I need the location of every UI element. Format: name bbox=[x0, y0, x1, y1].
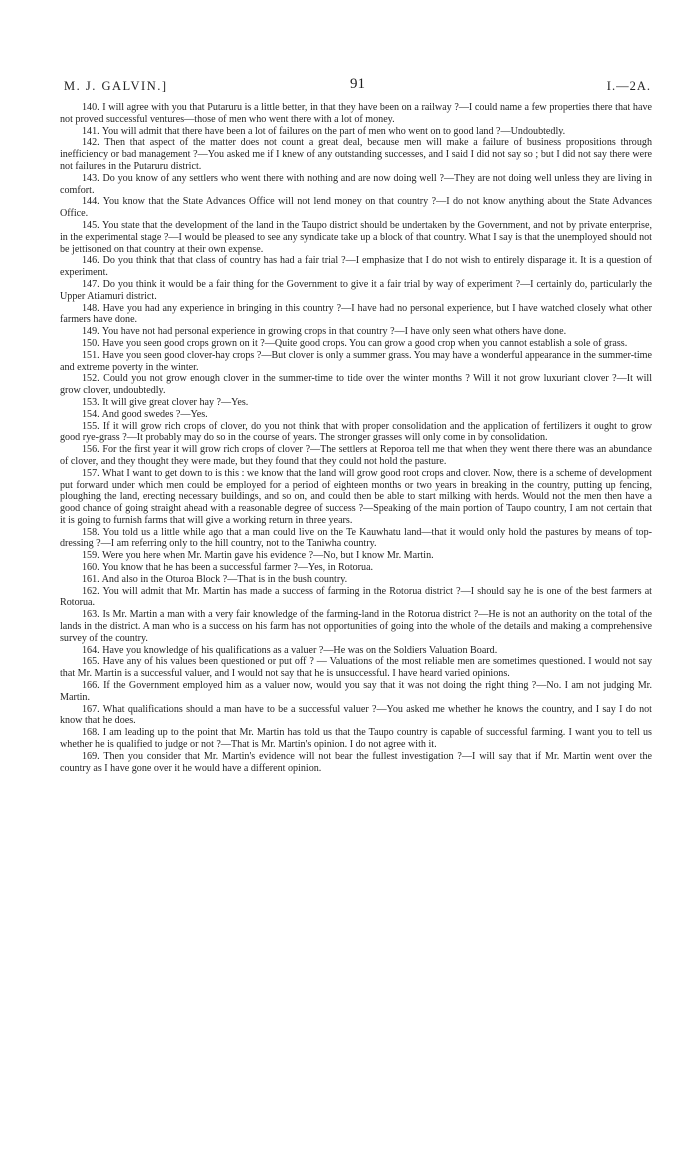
paragraph-141: 141. You will admit that there have been a lot of failures on the part of men who went on to good land ?—Undoubtedly. bbox=[82, 125, 566, 137]
paragraph-161: 161. And also in the Oturoa Block ?—That is in the bush country. bbox=[82, 573, 348, 585]
paragraph-153: 153. It will give great clover hay ?—Yes. bbox=[82, 396, 249, 408]
paragraph-163: 163. Is Mr. Martin a man with a very fair knowledge of the farming-land in the Rotorua district ?—He is not an authority on the total of the lands in the district. A man who is a success on his farm has not opportunities of going into the whole of the details and making a comprehensive survey of the country. bbox=[60, 609, 652, 644]
document-reference: I.—2A. bbox=[606, 79, 651, 93]
paragraph-169: 169. Then you consider that Mr. Martin's evidence will not bear the fullest investigation ?—I will say that if Mr. Martin went over the country as I have gone over it he would have a different opinion. bbox=[60, 750, 652, 774]
document-body bbox=[60, 102, 652, 774]
paragraph-155: 155. If it will grow rich crops of clover, do you not think that with proper consolidation and the application of fertilizers it ought to grow good rye-grass ?—It probably may do so in the course of years. The stronger grasses will only come in by consolidation. bbox=[60, 420, 652, 444]
paragraph-160: 160. You know that he has been a successful farmer ?—Yes, in Rotorua. bbox=[82, 562, 374, 574]
paragraph-147: 147. Do you think it would be a fair thing for the Government to give it a fair trial by way of experiment ?—I certainly do, particularly the Upper Atiamuri district. bbox=[60, 278, 652, 302]
page-header bbox=[64, 76, 651, 99]
paragraph-162: 162. You will admit that Mr. Martin has made a success of farming in the Rotorua district ?—I should say he is one of the best farmers at Rotorua. bbox=[60, 585, 652, 609]
paragraph-154: 154. And good swedes ?—Yes. bbox=[82, 408, 208, 420]
paragraph-143: 143. Do you know of any settlers who went there with nothing and are now doing well ?—They are not doing well unless they are living in comfort. bbox=[60, 172, 652, 196]
paragraph-156: 156. For the first year it will grow rich crops of clover ?—The settlers at Reporoa tell me that when they went there there was an abundance of clover, and they thought they were made, but they found that they could not hold the pasture. bbox=[60, 444, 652, 467]
paragraph-157: 157. What I want to get down to is this : we know that the land will grow good root crops and clover. Now, there is a scheme of development put forward under which men could be employed for a period of eighteen months or two years in breaking in the country, putting up fencing, ploughing the land, erecting necessary buildings, and so on, and could then be able to start milking with herds. Would not the men then have a good chance of going straight ahead with a reasonable degree of success ?—Speaking of the main portion of Taupo country, I am not certain that it is going to furnish farms that will give a working return in three years. bbox=[60, 467, 652, 526]
page-number: 91 bbox=[350, 76, 365, 92]
paragraph-165: 165. Have any of his values been questioned or put off ? — Valuations of the most reliable men are sometimes questioned. I would not say that Mr. Martin is a successful valuer, and I would not say that he is unsuccessful. I have heard varied opinions. bbox=[60, 656, 652, 680]
witness-name: M. J. GALVIN.] bbox=[64, 79, 168, 93]
paragraph-146: 146. Do you think that that class of country has had a fair trial ?—I emphasize that I do not wish to entirely disparage it. It is a question of experiment. bbox=[60, 255, 652, 279]
paragraph-159: 159. Were you here when Mr. Martin gave his evidence ?—No, but I know Mr. Martin. bbox=[82, 550, 434, 562]
paragraph-145: 145. You state that the development of the land in the Taupo district should be undertaken by the Government, and not by private enterprise, in the experimental stage ?—I would be pleased to see any syndicate take up a block of that country. What I say is that the unemployed should not be jettisoned on that country at their own expense. bbox=[60, 219, 652, 255]
paragraph-149: 149. You have not had personal experience in growing crops in that country ?—I have only seen what others have done. bbox=[82, 326, 567, 338]
paragraph-164: 164. Have you knowledge of his qualifications as a valuer ?—He was on the Soldiers Valuation Board. bbox=[82, 644, 498, 656]
paragraph-144: 144. You know that the State Advances Office will not lend money on that country ?—I do not know anything about the State Advances Office. bbox=[60, 196, 652, 220]
paragraph-152: 152. Could you not grow enough clover in the summer-time to tide over the winter months ? Will it not grow luxuriant clover ?—It will grow clover, undoubtedly. bbox=[60, 373, 652, 397]
paragraph-167: 167. What qualifications should a man have to be a successful valuer ?—You asked me whether he knows the country, and I say I do not know that he does. bbox=[60, 703, 652, 727]
paragraph-142: 142. Then that aspect of the matter does not count a great deal, because men will make a failure of business propositions through inefficiency or bad management ?—You asked me if I knew of any outstanding successes, and I said I did not say so ; but I did not say there were not failures in the Putaruru district. bbox=[60, 137, 652, 172]
paragraph-151: 151. Have you seen good clover-hay crops ?—But clover is only a summer grass. You may have a wonderful appearance in the summer-time and extreme poverty in the winter. bbox=[60, 349, 652, 373]
paragraph-158: 158. You told us a little while ago that a man could live on the Te Kauwhatu land—that it would only hold the pastures by means of top-dressing ?—I am referring only to the hill country, not to the Taniwha country. bbox=[60, 526, 652, 550]
paragraph-140: 140. I will agree with you that Putaruru is a little better, in that they have been on a railway ?—I could name a few properties there that have not proved successful ventures—those of men who went there with a lot of money. bbox=[60, 102, 652, 125]
paragraph-150: 150. Have you seen good crops grown on it ?—Quite good crops. You can grow a good crop when you cannot establish a sole of grass. bbox=[82, 337, 628, 349]
paragraph-168: 168. I am leading up to the point that Mr. Martin has told us that the Taupo country is capable of successful farming. I want you to tell us whether he is qualified to judge or not ?—That is Mr. Martin's opinion. I do not agree with it. bbox=[60, 727, 652, 751]
paragraph-166: 166. If the Government employed him as a valuer now, would you say that it was not doing the right thing ?—No. I am not judging Mr. Martin. bbox=[60, 680, 652, 703]
paragraph-148: 148. Have you had any experience in bringing in this country ?—I have had no personal experience, but I have watched closely what other farmers have done. bbox=[60, 302, 652, 326]
